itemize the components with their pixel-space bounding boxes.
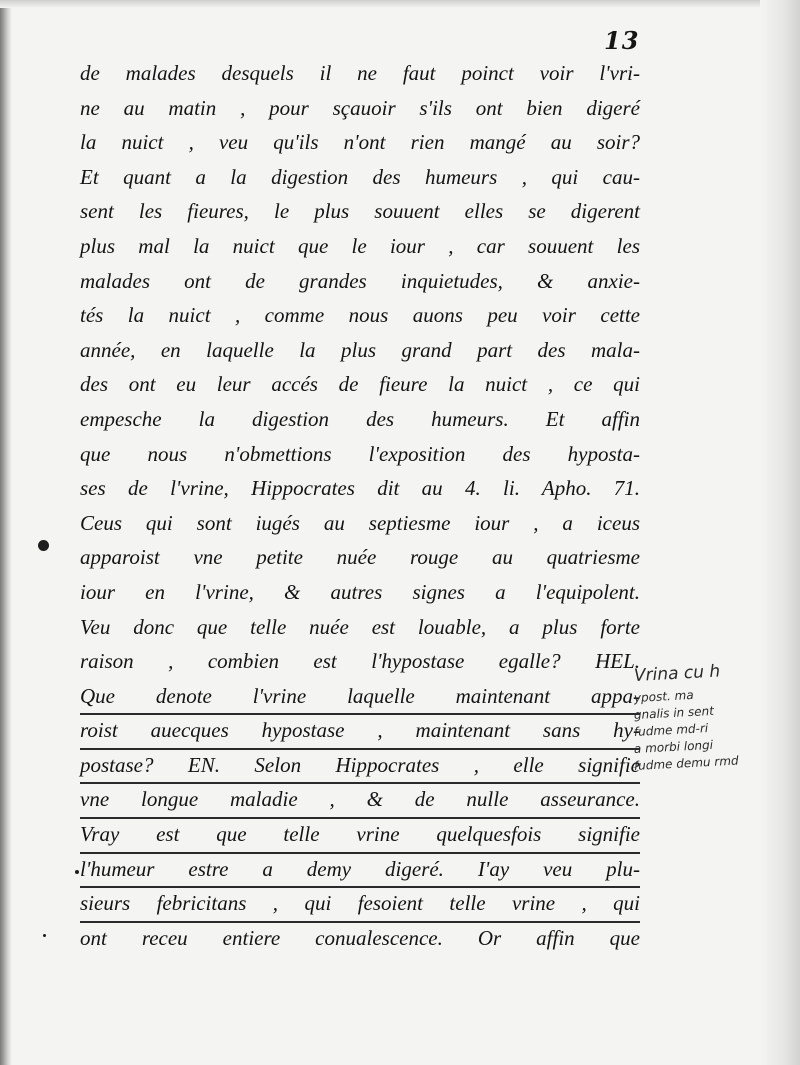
text-line: Et quant a la digestion des humeurs , qui cau- (80, 164, 640, 189)
underlined-text-line: sieurs febricitans , qui fesoient telle vrine , qui (80, 886, 640, 923)
text-line: ses de l'vrine, Hippocrates dit au 4. li. Apho. 71. (80, 476, 640, 501)
binding-shadow (0, 0, 12, 1065)
right-edge-shadow (760, 0, 800, 1065)
marginal-note-line: Vrina cu h (633, 661, 721, 686)
text-line: apparoist vne petite nuée rouge au quatriesme (80, 545, 640, 570)
marginal-note-line: fudme demu rmd (633, 753, 739, 773)
underlined-text-line: vne longue maladie , & de nulle asseurance. (80, 782, 640, 819)
marginal-note-line: a morbi longi (633, 737, 714, 756)
marginal-note-line: gnalis in sent (633, 703, 715, 722)
top-edge-shadow (0, 0, 800, 8)
text-line: la nuict , veu qu'ils n'ont rien mangé au soir? (80, 130, 640, 155)
underlined-text-line: postase? EN. Selon Hippocrates , elle signifie (80, 748, 640, 785)
marginal-note-line: fudme md-ri (633, 721, 709, 739)
text-line: année, en laquelle la plus grand part des mala- (80, 337, 640, 362)
text-line: tés la nuict , comme nous auons peu voir cette (80, 303, 640, 328)
text-line: Ceus qui sont iugés au septiesme iour , a iceus (80, 510, 640, 535)
ink-spot (75, 870, 79, 874)
text-line: ont receu entiere conualescence. Or affin que (80, 925, 640, 950)
text-line: sent les fieures, le plus souuent elles se digerent (80, 199, 640, 224)
text-line: des ont eu leur accés de fieure la nuict , ce qui (80, 372, 640, 397)
underlined-text-line: Que denote l'vrine laquelle maintenant appa- (80, 679, 640, 716)
text-line: ne au matin , pour sçauoir s'ils ont bien digeré (80, 95, 640, 120)
ink-spot (43, 934, 46, 937)
underlined-text-line: l'humeur estre a demy digeré. I'ay veu plu- (80, 852, 640, 889)
text-line: plus mal la nuict que le iour , car souuent les (80, 233, 640, 258)
text-line: empesche la digestion des humeurs. Et affin (80, 406, 640, 431)
text-line: Veu donc que telle nuée est louable, a plus forte (80, 614, 640, 639)
text-line: que nous n'obmettions l'exposition des hyposta- (80, 441, 640, 466)
text-line: de malades desquels il ne faut poinct voir l'vri- (80, 61, 640, 85)
ink-spot (38, 540, 49, 551)
body-text (80, 56, 640, 955)
underlined-text-line: roist auecques hypostase , maintenant sans hy- (80, 713, 640, 750)
text-line: iour en l'vrine, & autres signes a l'equipolent. (80, 579, 640, 604)
underlined-text-line: Vray est que telle vrine quelquesfois signifie (80, 817, 640, 854)
text-line: malades ont de grandes inquietudes, & anxie- (80, 268, 640, 293)
handwritten-marginal-note (634, 662, 800, 775)
page-number: 13 (604, 26, 640, 55)
text-line: raison , combien est l'hypostase egalle? HEL. (80, 649, 640, 674)
marginal-note-line: ypost. ma (633, 687, 694, 705)
